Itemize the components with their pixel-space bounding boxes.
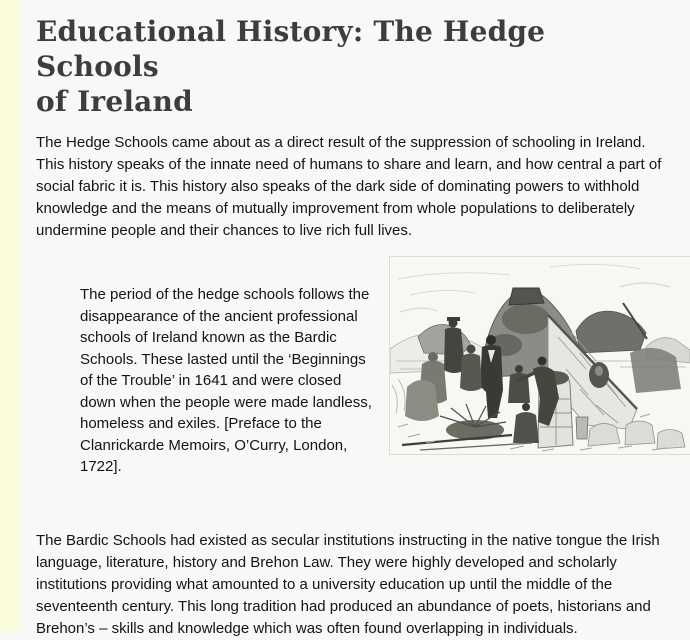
hedge-school-engraving-art — [390, 257, 690, 454]
article — [36, 14, 690, 640]
closing-paragraph: The Bardic Schools had existed as secular institutions instructing in the native tongue the Irish language, literature, history and Brehon Law. They were highly developed and scholarly institutions providing what amounted to a university education up until the middle of the seventeenth century. This long tradition had produced an abundance of poets, historians and Brehon’s – skills and knowledge which was often found overlapping in individuals. — [36, 532, 660, 637]
quote-and-figure-row — [36, 256, 690, 478]
intro-paragraph: The Hedge Schools came about as a direct result of the suppression of schooling in Ireland. This history speaks of the innate need of humans to share and learn, and how central a part of social fabric it is. This history also speaks of the dark side of dominating powers to withhold knowledge and the means of mutually improvement from whole populations to deliberately undermine people and their chances to live rich full lives. — [36, 134, 662, 239]
left-accent-strip — [0, 0, 20, 631]
page-title-line2: of Ireland — [36, 85, 193, 118]
pull-quote: The period of the hedge schools follows the disappearance of the ancient professional schools of Ireland known as the Bardic Schools. These lasted until the ‘Beginnings of the Trouble’ in 1641 and were closed down when the people were made landless, homeless and exiles. [Preface to the Clanrickarde Memoirs, O’Curry, London, 1722]. — [80, 286, 372, 475]
hedge-school-engraving — [389, 256, 690, 455]
page-title — [36, 14, 676, 119]
page-title-line1: Educational History: The Hedge Schools — [36, 15, 546, 83]
